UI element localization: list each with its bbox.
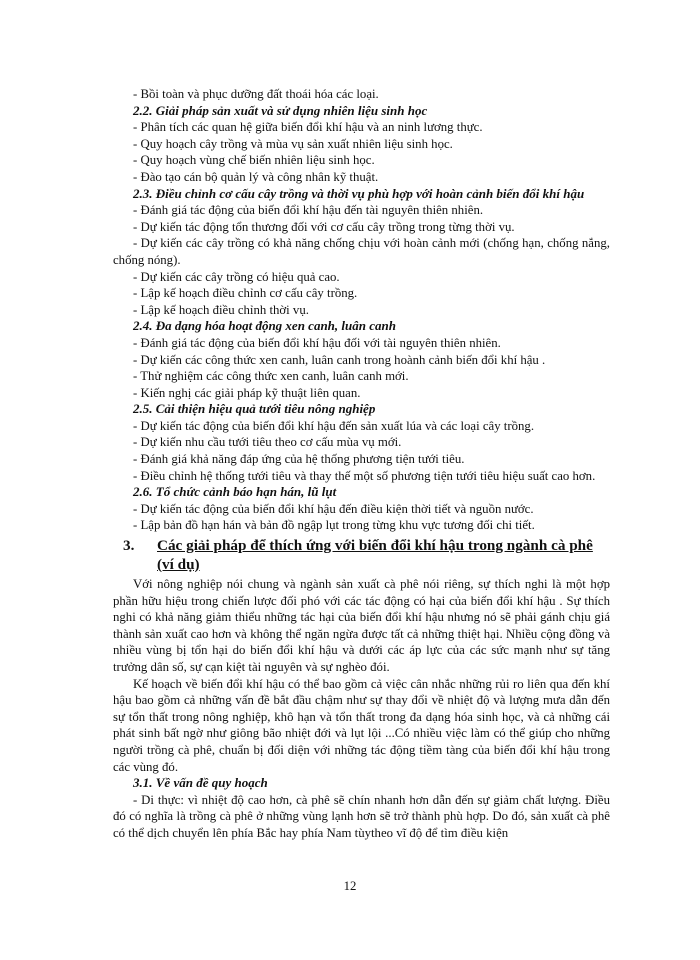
- bullet-item: - Dự kiến tác động của biến đổi khí hậu đến điều kiện thời tiết và nguồn nước.: [133, 501, 534, 516]
- subsection-heading-2-4: 2.4. Đa dạng hóa hoạt động xen canh, luân canh: [133, 318, 396, 334]
- bullet-item: - Dự kiến các cây trồng có hiệu quả cao.: [133, 269, 340, 284]
- subsection-heading-2-2: 2.2. Giải pháp sản xuất và sử dụng nhiên liệu sinh học: [133, 102, 428, 118]
- bullet-item: - Đánh giá tác động của biến đổi khí hậu đối với tài nguyên thiên nhiên.: [133, 335, 501, 350]
- bullet-item: - Phân tích các quan hệ giữa biến đổi khí hậu và an ninh lương thực.: [133, 120, 483, 135]
- subsection-heading-2-5: 2.5. Cải thiện hiệu quả tưới tiêu nông nghiệp: [133, 401, 376, 417]
- body-paragraph: - Di thực: vì nhiệt độ cao hơn, cà phê sẽ chín nhanh hơn dẫn đến sự giảm chất lượng. Điều đó có nghĩa là trồng cà phê ở những vùng lạnh hơn sẽ trở thành phù hợp. Do đó, sản xuất cà phê có thể dịch chuyển lên phía Bắc hay phía Nam tùytheo vĩ độ để tìm điều kiện: [113, 792, 610, 840]
- subsection-heading-3-1: 3.1. Về vấn đề quy hoạch: [133, 775, 268, 791]
- bullet-item: - Bồi toàn và phục dưỡng đất thoái hóa các loại.: [133, 87, 379, 101]
- bullet-item: - Lập kế hoạch điều chỉnh cơ cấu cây trồng.: [133, 286, 358, 301]
- bullet-item: - Dự kiến tác động của biến đổi khí hậu đến sản xuất lúa và các loại cây trồng.: [133, 418, 535, 433]
- subsection-heading-2-6: 2.6. Tổ chức cảnh báo hạn hán, lũ lụt: [133, 484, 337, 500]
- bullet-item: - Quy hoạch cây trồng và mùa vụ sản xuất nhiên liệu sinh học.: [133, 136, 453, 151]
- page-number: 12: [343, 879, 357, 893]
- section-title: Các giải pháp để thích ứng với biến đổi khí hậu trong ngành cà phê (ví dụ): [157, 537, 593, 574]
- bullet-item: - Đánh giá tác động của biến đổi khí hậu đến tài nguyên thiên nhiên.: [133, 203, 484, 218]
- bullet-item: - Lập kế hoạch điều chỉnh thời vụ.: [133, 302, 309, 317]
- bullet-item: - Quy hoạch vùng chế biến nhiên liệu sinh học.: [133, 153, 375, 168]
- body-paragraph: Kế hoạch về biến đổi khí hậu có thể bao gồm cả việc cân nhắc những rủi ro liên qua đến khí hậu bao gồm cả những vấn đề bắt đầu chậm như sự thay đổi về nhiệt độ và lượng mưa dẫn đến sự tổn thất trong nông nghiệp, khô hạn và tổn thất trong đa dạng hóa sinh học, và cả những cái phát sinh bất ngờ như giông bão nhiệt đới và lụt lội ...Có nhiều việc làm có thể giúp cho những người trồng cà phê, chuẩn bị đối diện với những tác động tiềm tàng của biến đổi khí hậu trong các vùng đó.: [113, 676, 610, 774]
- bullet-item: - Đào tạo cán bộ quản lý và công nhân kỹ thuật.: [133, 169, 379, 184]
- bullet-item: - Lập bản đồ hạn hán và bản đồ ngập lụt trong từng khu vực tương đối chi tiết.: [133, 518, 535, 533]
- section-number: 3.: [123, 537, 135, 555]
- subsection-heading-2-3: 2.3. Điều chỉnh cơ cấu cây trồng và thời vụ phù hợp với hoàn cảnh biến đổi khí hậu: [133, 185, 585, 201]
- bullet-item: - Dự kiến nhu cầu tưới tiêu theo cơ cấu mùa vụ mới.: [133, 435, 402, 450]
- bullet-item: - Đánh giá khả năng đáp ứng của hệ thống phương tiện tưới tiêu.: [133, 452, 465, 467]
- bullet-item: - Thử nghiệm các công thức xen canh, luân canh mới.: [133, 369, 409, 384]
- bullet-item: - Dự kiến tác động tổn thương đối với cơ cấu cây trồng trong từng thời vụ.: [133, 219, 515, 234]
- body-paragraph: Với nông nghiệp nói chung và ngành sản xuất cà phê nói riêng, sự thích nghi là một hợp phần hữu hiệu trong chiến lược đối phó với các tác động có hại của biến đổi khí hậu . Sự thích nghi có khả năng giảm thiểu những tác hại của biến đổi khí hậu nhưng nó sẽ phải gánh chịu giá thành sản xuất cao hơn và không thể ngăn ngừa được tất cả những thiệt hại. Nhiều cộng đồng và nhiều vùng bị tổn hại do biến đổi khí hậu và dưới các áp lực của các sức mạnh như sự tăng trưởng dân số, sự cạn kiệt tài nguyên và sự nghèo đói.: [113, 577, 610, 674]
- bullet-item-wrapped: - Dự kiến các cây trồng có khả năng chống chịu với hoàn cảnh mới (chống hạn, chống nắng, chống nóng).: [113, 236, 610, 267]
- bullet-item-wrapped: - Điều chỉnh hệ thống tưới tiêu và thay thế một số phương tiện tưới tiêu hiệu suất cao hơn.: [133, 468, 596, 483]
- section-heading-3: [123, 536, 610, 574]
- bullet-item: - Dự kiến các công thức xen canh, luân canh trong hoành cảnh biến đổi khí hậu .: [133, 352, 546, 367]
- bullet-item: - Kiến nghị các giải pháp kỹ thuật liên quan.: [133, 385, 361, 400]
